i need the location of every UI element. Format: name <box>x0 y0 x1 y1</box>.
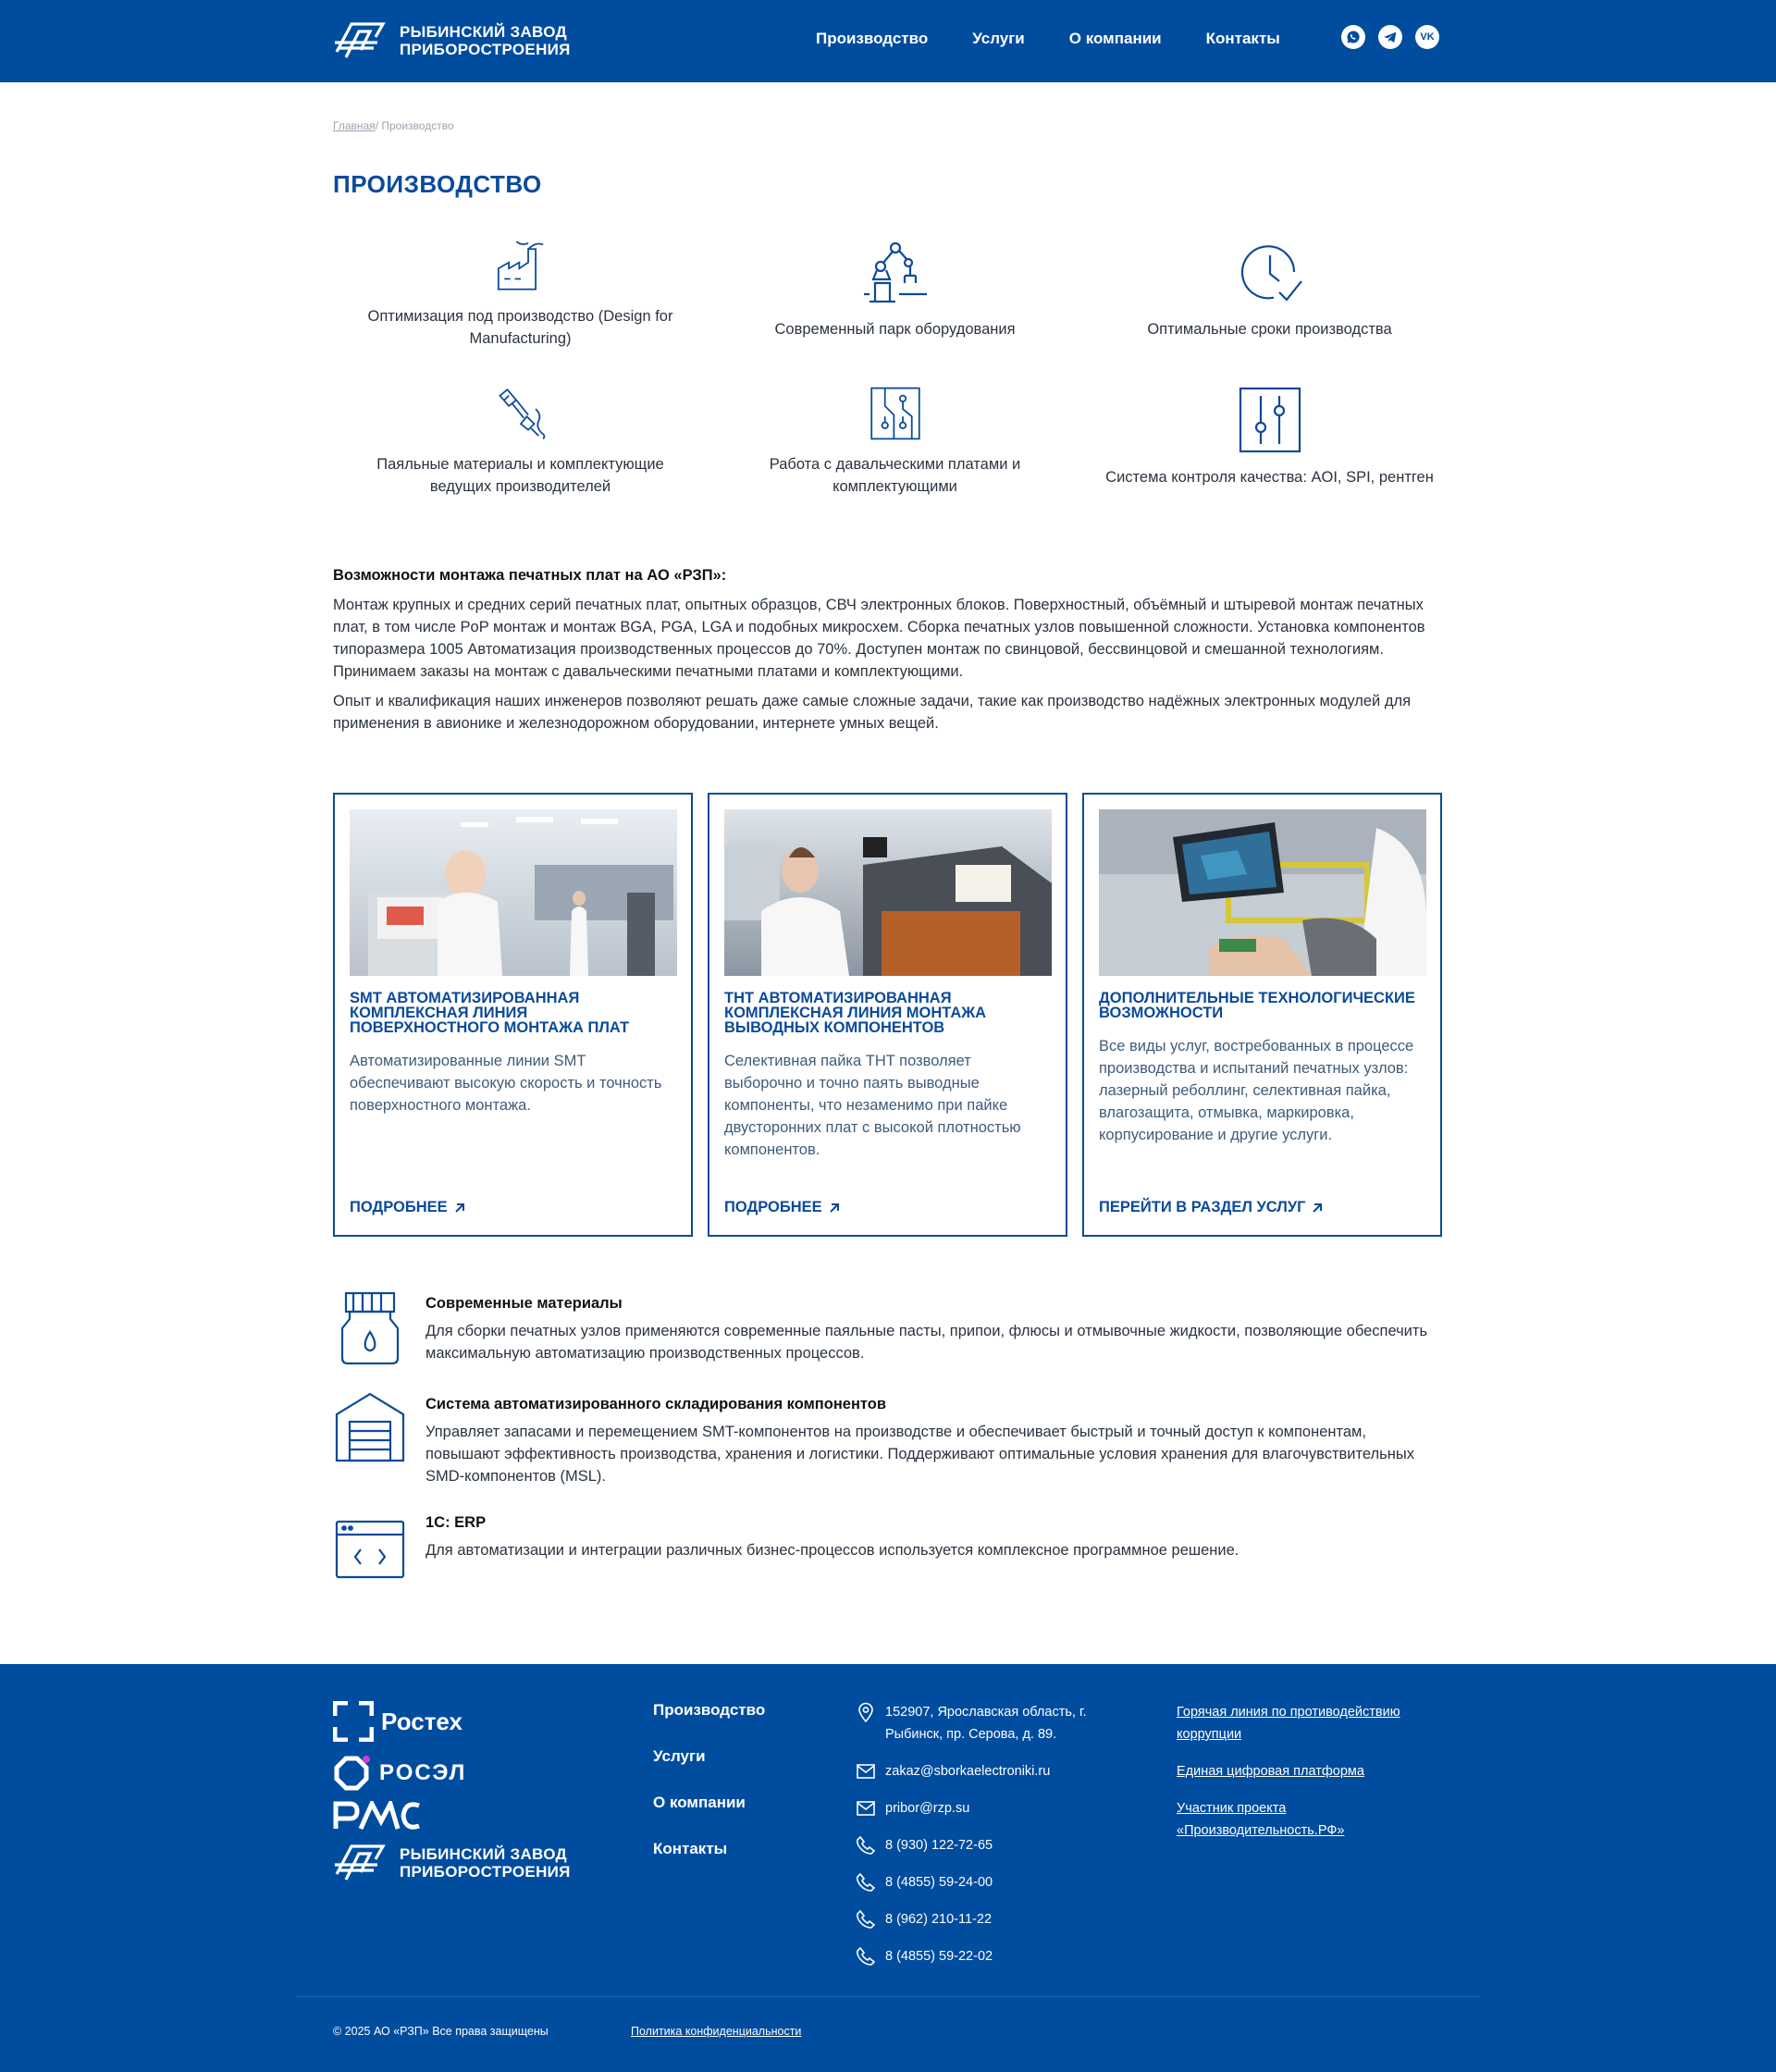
feature-label: Система контроля качества: AOI, SPI, рентген <box>1105 469 1434 486</box>
main-nav <box>816 30 1280 48</box>
card-title: SMT АВТОМАТИЗИРОВАННАЯ КОМПЛЕКСНАЯ ЛИНИЯ ПОВЕРХНОСТНОГО МОНТАЖА ПЛАТ <box>350 990 630 1036</box>
nav-services[interactable]: Услуги <box>972 30 1025 47</box>
card-more-label: ПОДРОБНЕЕ <box>724 1199 822 1215</box>
social-links <box>1341 25 1439 49</box>
card-photo <box>350 809 677 976</box>
card-smt[interactable] <box>333 793 693 1237</box>
footer-logo-line-1: РЫБИНСКИЙ ЗАВОД <box>400 1845 567 1863</box>
rostec-mark-icon <box>333 1701 374 1742</box>
bottom-feature-text: Для автоматизации и интеграции различных бизнес-процессов используется комплексное программное решение. <box>426 1542 1240 1559</box>
arrow-up-right-icon <box>828 1202 841 1215</box>
vk-label: VK <box>1420 31 1435 43</box>
footer-nav-about[interactable]: О компании <box>653 1794 746 1811</box>
logo-line-1: РЫБИНСКИЙ ЗАВОД <box>400 23 567 41</box>
feature-item <box>708 387 1082 498</box>
phone-icon <box>856 1835 876 1856</box>
about-heading: Возможности монтажа печатных плат на АО «РЗП»: <box>333 567 727 584</box>
telegram-icon[interactable] <box>1378 25 1402 49</box>
card-title: ДОПОЛНИТЕЛЬНЫЕ ТЕХНОЛОГИЧЕСКИЕ ВОЗМОЖНОСТИ <box>1099 990 1415 1021</box>
clock-check-icon <box>1237 239 1303 305</box>
mail-icon <box>856 1798 876 1819</box>
feature-label: Оптимизация под производство (Design for Manufacturing) <box>367 308 673 347</box>
card-more-link[interactable] <box>1099 1199 1324 1216</box>
privacy-policy-link[interactable]: Политика конфиденциальности <box>631 2025 802 2038</box>
footer-links <box>1177 1701 1454 1856</box>
footer-phone[interactable] <box>856 1945 1096 1967</box>
feature-item <box>708 239 1082 350</box>
card-photo <box>1099 809 1426 976</box>
feature-item <box>333 239 708 350</box>
arrow-up-right-icon <box>453 1202 466 1215</box>
card-text: Селективная пайка THT позволяет выборочно и точно паять выводные компоненты, что незаменимо при пайке двусторонних плат с высокой плотностью компонентов. <box>724 1053 1021 1158</box>
feature-label: Паяльные материалы и комплектующие ведущих производителей <box>376 456 664 495</box>
bottom-feature-text: Для сборки печатных узлов применяются современные паяльные пасты, припои, флюсы и отмывочные жидкости, позволяющие обеспечить максимальную автоматизацию производственных процессов. <box>426 1323 1428 1362</box>
feature-item <box>1082 387 1457 498</box>
nav-about[interactable]: О компании <box>1068 30 1162 47</box>
phone-text: 8 (4855) 59-22-02 <box>885 1949 993 1964</box>
footer-logos <box>333 1701 571 1883</box>
feature-label: Оптимальные сроки производства <box>1147 321 1392 338</box>
breadcrumb-home[interactable]: Главная <box>333 119 376 132</box>
logo-line-2: ПРИБОРОСТРОЕНИЯ <box>400 41 571 58</box>
email-text: zakaz@sborkaelectroniki.ru <box>885 1764 1051 1779</box>
feature-item <box>333 387 708 498</box>
footer-phone[interactable] <box>856 1871 1096 1893</box>
footer-phone[interactable] <box>856 1908 1096 1930</box>
anticorruption-link[interactable]: Горячая линия по противодействию коррупции <box>1177 1705 1400 1742</box>
phone-text: 8 (930) 122-72-65 <box>885 1838 993 1853</box>
rmc-logo[interactable] <box>333 1801 571 1835</box>
bottom-feature-title: Система автоматизированного складирования компонентов <box>426 1396 887 1412</box>
footer-logo-line-2: ПРИБОРОСТРОЕНИЯ <box>400 1863 571 1881</box>
phone-text: 8 (962) 210-11-22 <box>885 1912 993 1927</box>
whatsapp-icon[interactable] <box>1341 25 1365 49</box>
card-tht[interactable] <box>708 793 1067 1237</box>
card-photo <box>724 809 1052 976</box>
bottom-feature-text: Управляет запасами и перемещением SMT-компонентов на производстве и обеспечивает быстрый и точный доступ к компонентам, повышают эффективность производства, хранения и логистики. Поддерживают оптимальные условия хранения для влагочувствительных SMD-компонентов (MSL). <box>426 1424 1414 1485</box>
features-grid <box>333 239 1457 498</box>
site-footer <box>0 1664 1776 2072</box>
footer-contacts <box>856 1701 1096 1982</box>
site-logo[interactable] <box>333 20 571 61</box>
nav-production[interactable]: Производство <box>816 30 929 47</box>
address-text: 152907, Ярославская область, г. Рыбинск, пр. Серова, д. 89. <box>885 1705 1087 1742</box>
footer-divider <box>296 1996 1480 1997</box>
about-paragraph-2: Опыт и квалификация наших инженеров позволяют решать даже самые сложные задачи, такие как производство надёжных электронных модулей для применения в авионике и железнодорожном оборудовании, интернете умных вещей. <box>333 693 1412 732</box>
footer-email[interactable] <box>856 1760 1096 1782</box>
footer-email[interactable] <box>856 1797 1096 1819</box>
nav-contacts[interactable]: Контакты <box>1205 30 1280 47</box>
rzp-logo-icon <box>333 20 387 61</box>
warehouse-icon <box>333 1392 407 1466</box>
feature-label: Работа с давальческими платами и комплектующими <box>769 456 1021 495</box>
card-more-label: ПЕРЕЙТИ В РАЗДЕЛ УСЛУГ <box>1099 1199 1306 1215</box>
about-section <box>333 567 1443 742</box>
soldering-icon <box>487 387 554 440</box>
rostec-logo[interactable] <box>333 1701 571 1742</box>
phone-text: 8 (4855) 59-24-00 <box>885 1875 993 1890</box>
factory-icon <box>487 239 554 292</box>
footer-nav-contacts[interactable]: Контакты <box>653 1840 728 1857</box>
sliders-icon <box>1237 387 1303 453</box>
rosel-label: РОСЭЛ <box>379 1760 467 1785</box>
phone-icon <box>856 1946 876 1967</box>
feature-item <box>1082 239 1457 350</box>
breadcrumb <box>333 119 454 132</box>
rosel-logo[interactable] <box>333 1755 571 1792</box>
circuit-board-icon <box>862 387 929 440</box>
about-paragraph-1: Монтаж крупных и средних серий печатных плат, опытных образцов, СВЧ электронных блоков. Поверхностный, объёмный и штыревой монтаж печатных плат, в том числе PoP монтаж и монтаж BGA, PGA, LGA и подобных микросхем. Сборка печатных узлов повышенной сложности. Установка компонентов типоразмера 1005 Автоматизация производственных процессов до 70%. Доступен монтаж по свинцовой, бессвинцовой и смешанной технологиям. Принимаем заказы на монтаж с давальческими печатными платами и комплектующими. <box>333 597 1425 680</box>
card-more-link[interactable] <box>350 1199 466 1216</box>
copyright: © 2025 АО «РЗП» Все права защищены <box>333 2025 549 2038</box>
footer-phone[interactable] <box>856 1834 1096 1856</box>
card-text: Автоматизированные линии SMT обеспечивают высокую скорость и точность поверхностного монтажа. <box>350 1053 662 1114</box>
bottom-feature-title: 1С: ERP <box>426 1514 487 1531</box>
card-more-link[interactable] <box>724 1199 841 1216</box>
footer-address <box>856 1701 1096 1745</box>
jar-icon <box>333 1291 407 1365</box>
phone-icon <box>856 1872 876 1893</box>
bottom-feature-title: Современные материалы <box>426 1295 623 1312</box>
rostec-label: Ростех <box>381 1707 463 1735</box>
breadcrumb-current: Производство <box>381 119 454 132</box>
page-title: ПРОИЗВОДСТВО <box>333 170 542 198</box>
location-pin-icon <box>856 1702 876 1722</box>
footer-nav <box>653 1701 765 1858</box>
rosel-mark-icon <box>333 1755 370 1792</box>
arrow-up-right-icon <box>1311 1202 1324 1215</box>
code-window-icon <box>333 1511 407 1585</box>
site-header <box>0 0 1776 82</box>
mail-icon <box>856 1761 876 1782</box>
email-text: pribor@rzp.su <box>885 1801 970 1816</box>
feature-label: Современный парк оборудования <box>774 321 1016 338</box>
digital-platform-link[interactable]: Единая цифровая платформа <box>1177 1764 1364 1779</box>
card-more-label: ПОДРОБНЕЕ <box>350 1199 448 1215</box>
card-title: THT АВТОМАТИЗИРОВАННАЯ КОМПЛЕКСНАЯ ЛИНИЯ МОНТАЖА ВЫВОДНЫХ КОМПОНЕНТОВ <box>724 990 987 1036</box>
cards-row <box>333 793 1443 1237</box>
rzp-logo-icon <box>333 1843 387 1883</box>
phone-icon <box>856 1909 876 1930</box>
card-additional[interactable] <box>1082 793 1442 1237</box>
vk-icon[interactable] <box>1415 25 1439 49</box>
rmc-mark-icon <box>333 1801 422 1831</box>
productivity-link[interactable]: Участник проекта «Производительность.РФ» <box>1177 1801 1345 1838</box>
footer-rzp-logo[interactable] <box>333 1843 571 1883</box>
card-text: Все виды услуг, востребованных в процессе производства и испытаний печатных узлов: лазерный реболлинг, селективная пайка, влагозащита, отмывка, маркировка, корпусирование и другие услуги. <box>1099 1038 1414 1143</box>
breadcrumb-separator: / <box>375 119 379 132</box>
robot-arm-icon <box>862 239 929 305</box>
footer-nav-production[interactable]: Производство <box>653 1701 766 1719</box>
footer-nav-services[interactable]: Услуги <box>653 1747 706 1765</box>
